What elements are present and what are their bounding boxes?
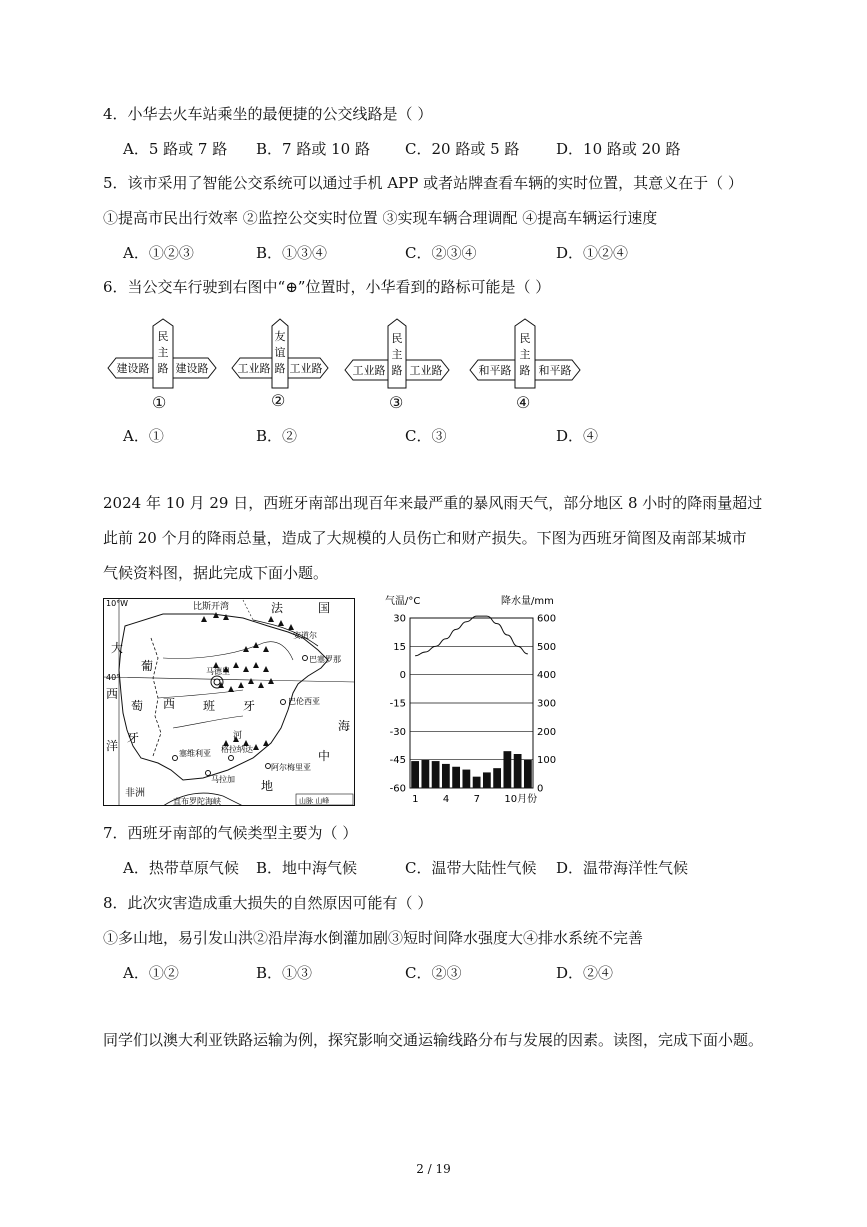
precip-bar: [514, 754, 522, 788]
map-andorra-label: 安道尔: [293, 631, 317, 640]
q5-option-c: C．②③④: [405, 244, 477, 262]
chart-x-tick: 10月份: [504, 794, 538, 805]
page-number: 2 / 19: [416, 1162, 451, 1176]
q6-option-d: D．④: [556, 427, 599, 445]
sign2-v1: 友: [274, 330, 286, 343]
road-sign-3: [340, 318, 454, 390]
seville-dot-icon: [173, 756, 178, 761]
precip-bar: [493, 768, 501, 788]
chart-right-tick: 300: [537, 698, 557, 710]
map-malaga-label: 马拉加: [211, 775, 235, 784]
intro-line-1: 2024 年 10 月 29 日，西班牙南部出现百年来最严重的暴风雨天气，部分地区 8 小时的降雨量超过: [103, 494, 763, 512]
sign1-number: ①: [152, 393, 167, 412]
q5-option-a: A．①②③: [123, 244, 194, 262]
q4-option-a: A．5 路或 7 路: [123, 140, 228, 158]
valencia-dot-icon: [281, 700, 286, 705]
sign2-left: 工业路: [237, 362, 271, 375]
map-ocean-c: 洋: [106, 739, 119, 753]
chart-left-axis-label: 气温/°C: [385, 596, 421, 607]
q7-option-d: D．温带海洋性气候: [556, 859, 689, 877]
q4-option-d: D．10 路或 20 路: [556, 140, 681, 158]
map-pt-c: 牙: [127, 731, 140, 745]
sign4-v3: 路: [519, 364, 531, 377]
granada-dot-icon: [229, 756, 234, 761]
q8-items: ①多山地，易引发山洪②沿岸海水倒灌加剧③短时间降水强度大④排水系统不完善: [103, 929, 644, 947]
q6-stem: 6．当公交车行驶到右图中“⊕”位置时，小华看到的路标可能是（ ）: [103, 278, 551, 296]
chart-left-tick: 15: [393, 641, 406, 653]
map-lon-label: 10°W: [106, 599, 129, 608]
map-bay-label: 比斯开湾: [193, 602, 230, 612]
road-sign-2: [227, 318, 333, 390]
precip-bar: [524, 760, 532, 788]
chart-left-tick: 30: [393, 613, 406, 625]
map-strait-label: 直布罗陀海峡: [173, 797, 221, 806]
next-section-intro: 同学们以澳大利亚铁路运输为例，探究影响交通运输线路分布与发展的因素。读图，完成下面小题。: [103, 1031, 764, 1049]
q4-stem: 4．小华去火车站乘坐的最便捷的公交线路是（ ）: [103, 105, 433, 123]
chart-x-tick: 4: [442, 794, 450, 805]
map-seville-label: 塞维利亚: [179, 749, 211, 758]
q5-stem: 5．该市采用了智能公交系统可以通过手机 APP 或者站牌查看车辆的实时位置，其意义在于（ ）: [103, 174, 743, 192]
chart-x-tick: 1: [412, 794, 419, 805]
chart-right-tick: 400: [537, 670, 557, 682]
q8-option-d: D．②④: [556, 964, 614, 982]
q6-option-c: C．③: [405, 427, 447, 445]
map-barcelona-label: 巴塞罗那: [309, 655, 341, 664]
map-legend: 山脉 山峰: [299, 797, 330, 805]
chart-right-tick: 600: [537, 613, 557, 625]
map-almeria-label: 阿尔梅里亚: [271, 763, 311, 772]
chart-left-tick: -30: [389, 726, 406, 738]
chart-right-tick: 0: [537, 783, 544, 795]
map-sea-c: 地: [261, 779, 274, 793]
map-sea-a: 海: [338, 719, 351, 733]
sign3-v3: 路: [391, 364, 403, 377]
q5-option-d: D．①②④: [556, 244, 629, 262]
map-pt-a: 葡: [141, 659, 154, 673]
intro-line-3: 气候资料图，据此完成下面小题。: [103, 564, 329, 582]
road-sign-4: [465, 318, 585, 390]
intro-line-2: 此前 20 个月的降雨总量，造成了大规模的人员伤亡和财产损失。下图为西班牙简图及南部某城市: [103, 529, 747, 547]
sign1-left: 建设路: [116, 362, 150, 375]
q5-option-b: B．①③④: [256, 244, 328, 262]
malaga-dot-icon: [206, 771, 211, 776]
precip-bar: [483, 772, 491, 788]
sign1-v3: 路: [157, 362, 169, 375]
map-madrid-label: 马德里: [206, 667, 230, 676]
chart-left-tick: -60: [389, 783, 406, 795]
barcelona-dot-icon: [303, 656, 308, 661]
sign4-number: ④: [516, 393, 531, 412]
map-valencia-label: 巴伦西亚: [288, 697, 320, 706]
precip-bar: [452, 767, 460, 788]
map-france-a: 法: [271, 601, 284, 615]
q4-option-c: C．20 路或 5 路: [405, 140, 520, 158]
sign4-left: 和平路: [478, 364, 512, 377]
almeria-dot-icon: [266, 764, 271, 769]
sign3-right: 工业路: [409, 364, 443, 377]
map-granada-label: 格拉纳达: [221, 745, 253, 754]
precip-bar: [421, 760, 429, 788]
sign4-v2: 主: [519, 348, 531, 361]
precip-bar: [432, 761, 440, 788]
map-sea-b: 中: [318, 749, 331, 763]
chart-left-tick: -45: [389, 755, 406, 767]
map-es-c: 牙: [243, 699, 256, 713]
sign3-number: ③: [389, 393, 404, 412]
chart-right-tick: 100: [537, 755, 557, 767]
precip-bar: [503, 751, 511, 788]
map-france-b: 国: [318, 601, 331, 615]
map-ocean-b: 西: [106, 687, 119, 701]
chart-right-axis-label: 降水量/mm: [501, 596, 554, 607]
sign4-v1: 民: [519, 332, 531, 345]
map-river-label: 河: [233, 731, 243, 741]
q7-option-a: A．热带草原气候: [123, 859, 239, 877]
q6-option-a: A．①: [123, 427, 164, 445]
q7-option-c: C．温带大陆性气候: [405, 859, 537, 877]
map-africa-label: 非洲: [125, 788, 145, 799]
map-pt-b: 萄: [131, 699, 144, 713]
map-es-a: 西: [163, 697, 176, 711]
spain-map: [103, 598, 355, 806]
q8-stem: 8．此次灾害造成重大损失的自然原因可能有（ ）: [103, 894, 433, 912]
sign3-v2: 主: [391, 348, 403, 361]
q8-option-a: A．①②: [123, 964, 179, 982]
sign2-v2: 谊: [274, 346, 286, 359]
q4-option-b: B．7 路或 10 路: [256, 140, 370, 158]
sign3-v1: 民: [391, 332, 403, 345]
precip-bar: [442, 764, 450, 788]
map-lat-label: 40°: [106, 673, 121, 682]
q5-items: ①提高市民出行效率 ②监控公交实时位置 ③实现车辆合理调配 ④提高车辆运行速度: [103, 209, 658, 227]
precip-bar: [473, 777, 481, 788]
q8-option-c: C．②③: [405, 964, 462, 982]
q8-option-b: B．①③: [256, 964, 313, 982]
sign1-v2: 主: [157, 346, 169, 359]
q7-option-b: B．地中海气候: [256, 859, 358, 877]
sign2-right: 工业路: [289, 362, 323, 375]
q6-option-b: B．②: [256, 427, 298, 445]
q7-stem: 7．西班牙南部的气候类型主要为（ ）: [103, 824, 358, 842]
chart-right-tick: 500: [537, 641, 557, 653]
sign2-number: ②: [271, 391, 286, 410]
sign1-right: 建设路: [175, 362, 209, 375]
sign1-v1: 民: [157, 330, 169, 343]
sign3-left: 工业路: [352, 364, 386, 377]
climate-chart: [383, 592, 568, 810]
chart-right-tick: 200: [537, 726, 557, 738]
map-ocean-a: 大: [111, 641, 124, 655]
map-es-b: 班: [203, 699, 216, 713]
precip-bar: [411, 761, 419, 788]
chart-left-tick: 0: [399, 670, 406, 682]
temperature-line: [415, 616, 528, 656]
sign4-right: 和平路: [538, 364, 572, 377]
precip-bar: [462, 770, 470, 788]
chart-left-tick: -15: [389, 698, 406, 710]
road-sign-1: [103, 318, 219, 390]
sign2-v3: 路: [274, 362, 286, 375]
chart-x-tick: 7: [473, 794, 480, 805]
